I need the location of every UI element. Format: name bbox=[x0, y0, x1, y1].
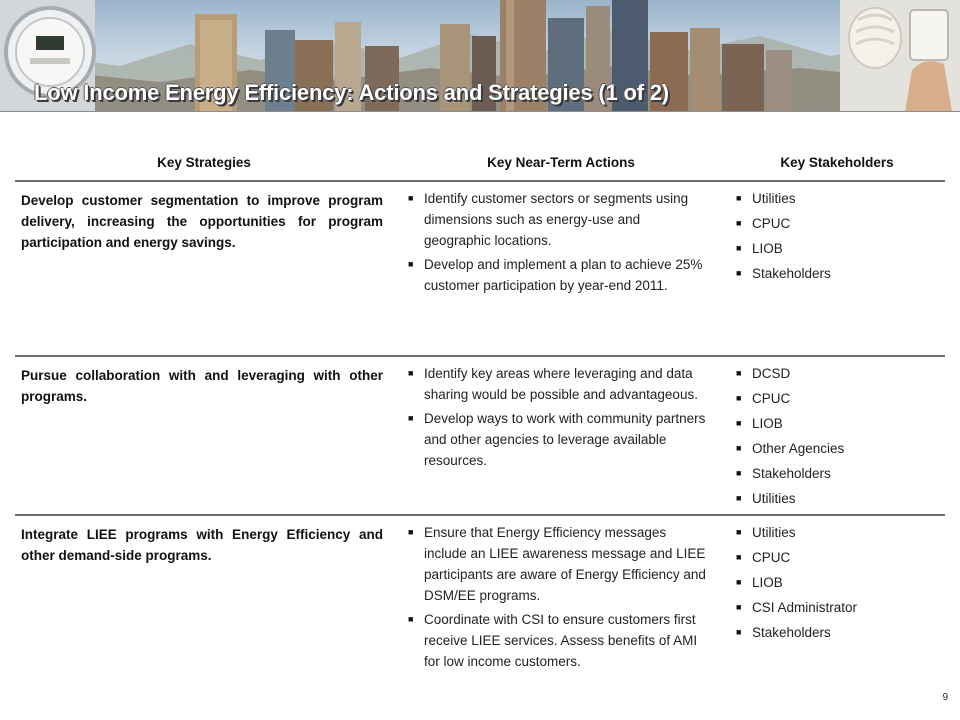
stakeholder-text: Stakeholders bbox=[752, 266, 831, 281]
list-item bbox=[408, 363, 708, 405]
bullet-icon: ■ bbox=[736, 393, 742, 403]
action-text: Ensure that Energy Efficiency messages include an LIEE awareness message and LIEE participants are aware of Energy Efficiency and DSM/EE programs. bbox=[424, 525, 706, 603]
stakeholders-list bbox=[736, 188, 936, 288]
stakeholder-text: Utilities bbox=[752, 491, 796, 506]
bullet-icon: ■ bbox=[408, 259, 414, 269]
strategy-text: Develop customer segmentation to improve program delivery, increasing the opportunities for program participation and energy savings. bbox=[21, 193, 383, 250]
list-item bbox=[736, 413, 936, 434]
actions-list bbox=[408, 522, 708, 675]
action-text: Develop ways to work with community partners and other agencies to leverage available resources. bbox=[424, 411, 706, 468]
stakeholder-text: CSI Administrator bbox=[752, 600, 858, 615]
stakeholder-text: LIOB bbox=[752, 575, 783, 590]
bullet-icon: ■ bbox=[408, 527, 414, 537]
page-number: 9 bbox=[942, 692, 948, 703]
bullet-icon: ■ bbox=[736, 268, 742, 278]
list-item bbox=[736, 547, 936, 568]
action-text: Identify customer sectors or segments using dimensions such as energy-use and geographic locations. bbox=[424, 191, 689, 248]
stakeholder-text: LIOB bbox=[752, 416, 783, 431]
actions-list bbox=[408, 188, 708, 299]
stakeholder-text: Utilities bbox=[752, 191, 796, 206]
stakeholder-text: CPUC bbox=[752, 550, 791, 565]
column-header-key-near-term-actions: Key Near-Term Actions bbox=[487, 155, 635, 170]
banner-divider bbox=[0, 111, 960, 112]
stakeholder-text: CPUC bbox=[752, 216, 791, 231]
bullet-icon: ■ bbox=[736, 218, 742, 228]
list-item bbox=[736, 572, 936, 593]
bullet-icon: ■ bbox=[736, 527, 742, 537]
list-item bbox=[736, 463, 936, 484]
stakeholder-text: Stakeholders bbox=[752, 466, 831, 481]
actions-list bbox=[408, 363, 708, 474]
bullet-icon: ■ bbox=[736, 368, 742, 378]
stakeholder-text: CPUC bbox=[752, 391, 791, 406]
action-text: Develop and implement a plan to achieve 25% customer participation by year-end 2011. bbox=[424, 257, 703, 293]
list-item bbox=[736, 597, 936, 618]
stakeholder-text: LIOB bbox=[752, 241, 783, 256]
list-item bbox=[408, 408, 708, 471]
stakeholder-text: Stakeholders bbox=[752, 625, 831, 640]
list-item bbox=[736, 213, 936, 234]
list-item bbox=[408, 188, 708, 251]
stakeholders-list bbox=[736, 363, 936, 513]
bullet-icon: ■ bbox=[408, 614, 414, 624]
bullet-icon: ■ bbox=[736, 627, 742, 637]
column-header-key-stakeholders: Key Stakeholders bbox=[780, 155, 894, 170]
stakeholder-text: Other Agencies bbox=[752, 441, 845, 456]
strategy-text: Pursue collaboration with and leveraging with other programs. bbox=[21, 368, 383, 404]
bullet-icon: ■ bbox=[736, 443, 742, 453]
bullet-icon: ■ bbox=[736, 418, 742, 428]
table-row bbox=[15, 357, 945, 516]
list-item bbox=[408, 609, 708, 672]
bullet-icon: ■ bbox=[408, 368, 414, 378]
bullet-icon: ■ bbox=[736, 243, 742, 253]
table-row bbox=[15, 182, 945, 357]
bullet-icon: ■ bbox=[736, 493, 742, 503]
list-item bbox=[736, 263, 936, 284]
list-item bbox=[736, 363, 936, 384]
stakeholders-list bbox=[736, 522, 936, 647]
list-item bbox=[736, 622, 936, 643]
table-row bbox=[15, 516, 945, 716]
stakeholder-text: DCSD bbox=[752, 366, 791, 381]
strategy-text: Integrate LIEE programs with Energy Efficiency and other demand-side programs. bbox=[21, 527, 383, 563]
list-item bbox=[408, 522, 708, 606]
bullet-icon: ■ bbox=[736, 552, 742, 562]
bullet-icon: ■ bbox=[736, 577, 742, 587]
bullet-icon: ■ bbox=[736, 468, 742, 478]
action-text: Identify key areas where leveraging and data sharing would be possible and advantageous. bbox=[424, 366, 698, 402]
slide-title: Low Income Energy Efficiency: Actions and Strategies (1 of 2) bbox=[34, 80, 669, 105]
bullet-icon: ■ bbox=[736, 193, 742, 203]
list-item bbox=[736, 388, 936, 409]
stakeholder-text: Utilities bbox=[752, 525, 796, 540]
list-item bbox=[736, 188, 936, 209]
list-item bbox=[736, 438, 936, 459]
column-header-key-strategies: Key Strategies bbox=[157, 155, 251, 170]
bullet-icon: ■ bbox=[736, 602, 742, 612]
header-banner bbox=[0, 0, 960, 112]
list-item bbox=[736, 238, 936, 259]
list-item bbox=[408, 254, 708, 296]
table-header-row bbox=[15, 150, 945, 182]
bullet-icon: ■ bbox=[408, 413, 414, 423]
list-item bbox=[736, 522, 936, 543]
list-item bbox=[736, 488, 936, 509]
action-text: Coordinate with CSI to ensure customers first receive LIEE services. Assess benefits of AMI for low income customers. bbox=[424, 612, 698, 669]
bullet-icon: ■ bbox=[408, 193, 414, 203]
